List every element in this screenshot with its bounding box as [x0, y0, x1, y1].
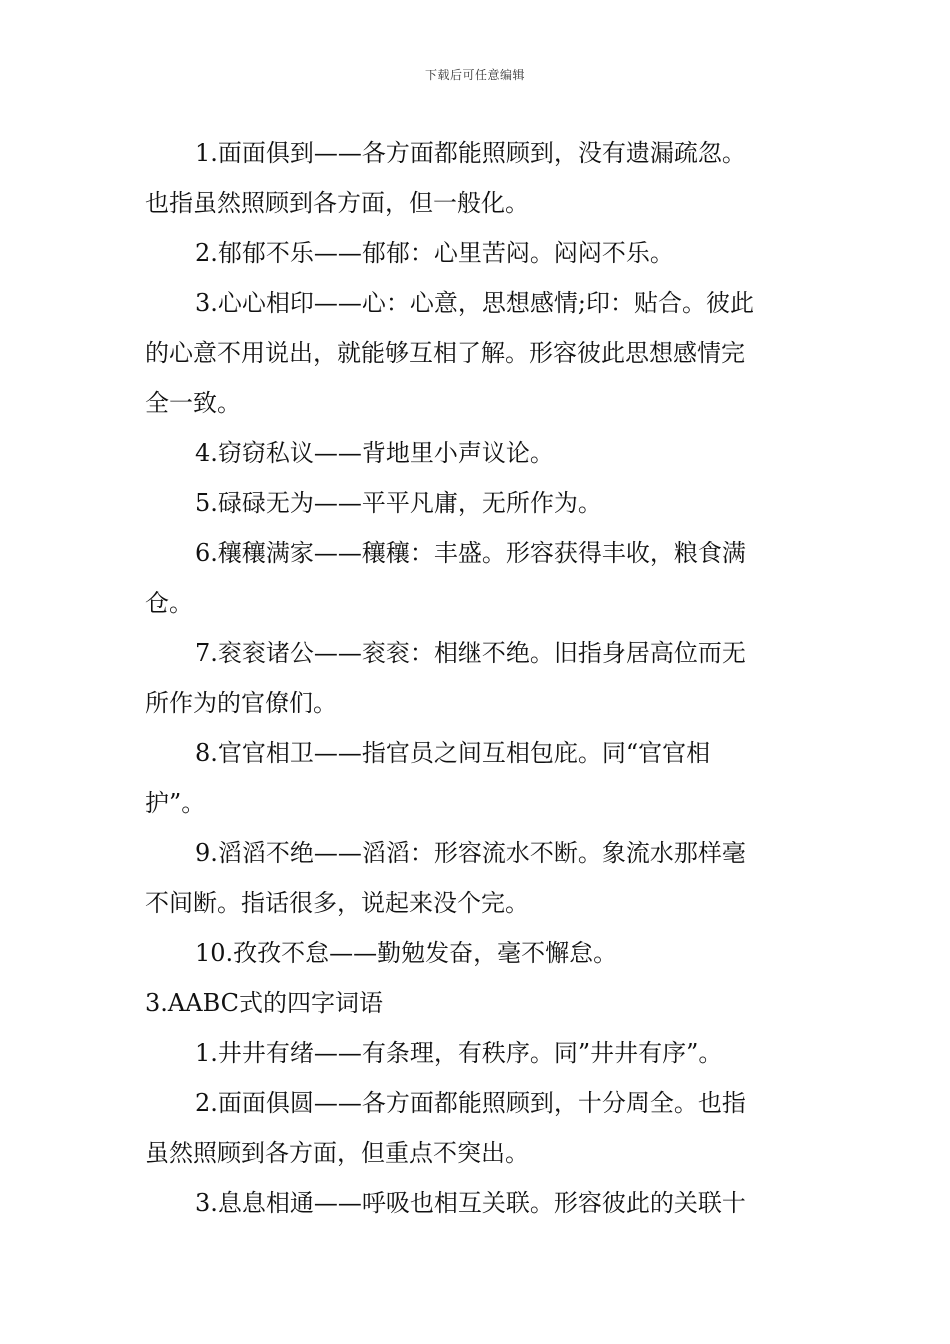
- paragraph-line: 10.孜孜不怠——勤勉发奋，毫不懈怠。: [195, 939, 618, 967]
- paragraph-line: 1.面面俱到——各方面都能照顾到，没有遗漏疏忽。: [195, 139, 746, 167]
- paragraph-line: 3.息息相通——呼吸也相互关联。形容彼此的关联十: [195, 1189, 746, 1217]
- paragraph-line: 全一致。: [145, 389, 241, 417]
- paragraph-line: 也指虽然照顾到各方面，但一般化。: [145, 189, 529, 217]
- paragraph-line: 5.碌碌无为——平平凡庸，无所作为。: [195, 489, 602, 517]
- paragraph-line: 不间断。指话很多，说起来没个完。: [145, 889, 529, 917]
- paragraph-line: 3.心心相印——心：心意，思想感情;印：贴合。彼此: [195, 289, 754, 317]
- paragraph-line: 9.滔滔不绝——滔滔：形容流水不断。象流水那样毫: [195, 839, 746, 867]
- paragraph-line: 所作为的官僚们。: [145, 689, 337, 717]
- paragraph-line: 虽然照顾到各方面，但重点不突出。: [145, 1139, 529, 1167]
- page-header: 下载后可任意编辑: [424, 68, 525, 82]
- section-heading: 3.AABC式的四字词语: [145, 989, 384, 1017]
- paragraph-line: 8.官官相卫——指官员之间互相包庇。同“官官相: [195, 739, 711, 767]
- paragraph-line: 的心意不用说出，就能够互相了解。形容彼此思想感情完: [145, 339, 745, 367]
- paragraph-line: 2.郁郁不乐——郁郁：心里苦闷。闷闷不乐。: [195, 239, 674, 267]
- paragraph-line: 护”。: [145, 789, 206, 817]
- document-body: [145, 128, 810, 1228]
- paragraph-line: 7.衮衮诸公——衮衮：相继不绝。旧指身居高位而无: [195, 639, 746, 667]
- paragraph-line: 1.井井有绪——有条理，有秩序。同”井井有序”。: [195, 1039, 723, 1067]
- paragraph-line: 6.穰穰满家——穰穰：丰盛。形容获得丰收，粮食满: [195, 539, 746, 567]
- paragraph-line: 4.窃窃私议——背地里小声议论。: [195, 439, 554, 467]
- paragraph-line: 2.面面俱圆——各方面都能照顾到，十分周全。也指: [195, 1089, 746, 1117]
- paragraph-line: 仓。: [145, 589, 193, 617]
